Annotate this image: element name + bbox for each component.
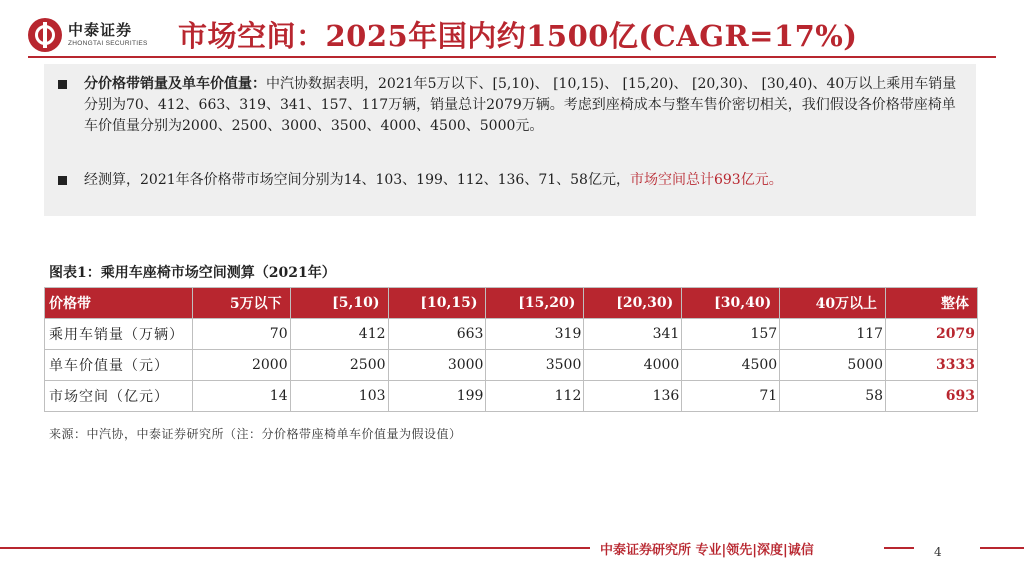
table-row (45, 350, 978, 381)
header-cell: [30,40) (682, 288, 780, 319)
footer-divider-mid (884, 547, 914, 549)
bullet-square-icon (58, 80, 67, 89)
header-cell: [10,15) (388, 288, 486, 319)
bullet-2-text: 经测算，2021年各价格带市场空间分别为14、103、199、112、136、71、58亿元， (84, 172, 630, 188)
table-cell: 103 (290, 381, 388, 412)
table-cell: 412 (290, 319, 388, 350)
page-title: 市场空间：2025年国内约1500亿(CAGR=17%) (178, 19, 858, 53)
footer-divider-left (0, 547, 590, 549)
table-cell: 4500 (682, 350, 780, 381)
table-cell: 112 (486, 381, 584, 412)
table-cell: 14 (192, 381, 290, 412)
table-cell: 663 (388, 319, 486, 350)
table-header-row (45, 288, 978, 319)
footer-divider-right (980, 547, 1024, 549)
total-cell: 2079 (886, 319, 978, 350)
table-cell: 117 (780, 319, 886, 350)
header-cell: 价格带 (45, 288, 193, 319)
table-title: 图表1：乘用车座椅市场空间测算（2021年） (49, 265, 336, 281)
table-source-note: 来源：中汽协，中泰证券研究所（注：分价格带座椅单车价值量为假设值） (49, 427, 462, 441)
header-cell: [20,30) (584, 288, 682, 319)
table-cell: 319 (486, 319, 584, 350)
table-cell: 58 (780, 381, 886, 412)
company-logo (28, 17, 158, 53)
row-label: 单车价值量（元） (45, 350, 193, 381)
table-cell: 136 (584, 381, 682, 412)
summary-box (44, 64, 976, 216)
footer-slogan: 中泰证券研究所 专业|领先|深度|诚信 (600, 543, 814, 558)
summary-bullet-1 (58, 74, 968, 137)
table-cell: 3500 (486, 350, 584, 381)
header-cell: 整体 (886, 288, 978, 319)
title-divider (28, 56, 996, 58)
header-cell: [15,20) (486, 288, 584, 319)
row-label: 乘用车销量（万辆） (45, 319, 193, 350)
bullet-square-icon (58, 176, 67, 185)
table-cell: 199 (388, 381, 486, 412)
table-cell: 2500 (290, 350, 388, 381)
bullet-1-text: 中汽协数据表明，2021年5万以下、[5,10)、 [10,15)、 [15,20)、 [20,30)、 [30,40)、40万以上乘用车销量分别为70、412、663、319、341、157、117万辆，销量总计2079万辆。考虑到座椅成本与整车售价密切相关，我们假设各价格带座椅单车价值量分别为2000、2500、3000、3500、4000、4500、5000元。 (84, 76, 957, 134)
bullet-2-highlight: 市场空间总计693亿元。 (629, 172, 783, 188)
table-cell: 157 (682, 319, 780, 350)
header-cell: [5,10) (290, 288, 388, 319)
total-cell: 3333 (886, 350, 978, 381)
table-cell: 5000 (780, 350, 886, 381)
table-cell: 3000 (388, 350, 486, 381)
logo-en-text: ZHONGTAI SECURITIES (68, 40, 148, 47)
bullet-1-heading: 分价格带销量及单车价值量： (84, 76, 266, 92)
logo-cn-text: 中泰证券 (68, 21, 133, 39)
page-number: 4 (934, 545, 942, 559)
table-row (45, 381, 978, 412)
market-size-table (44, 287, 978, 412)
header-cell: 40万以上 (780, 288, 886, 319)
summary-bullet-2 (58, 170, 968, 191)
table-row (45, 319, 978, 350)
total-cell: 693 (886, 381, 978, 412)
table-cell: 70 (192, 319, 290, 350)
table-cell: 341 (584, 319, 682, 350)
table-cell: 4000 (584, 350, 682, 381)
row-label: 市场空间（亿元） (45, 381, 193, 412)
table-cell: 2000 (192, 350, 290, 381)
logo-emblem-icon (28, 18, 62, 52)
header-cell: 5万以下 (192, 288, 290, 319)
table-cell: 71 (682, 381, 780, 412)
